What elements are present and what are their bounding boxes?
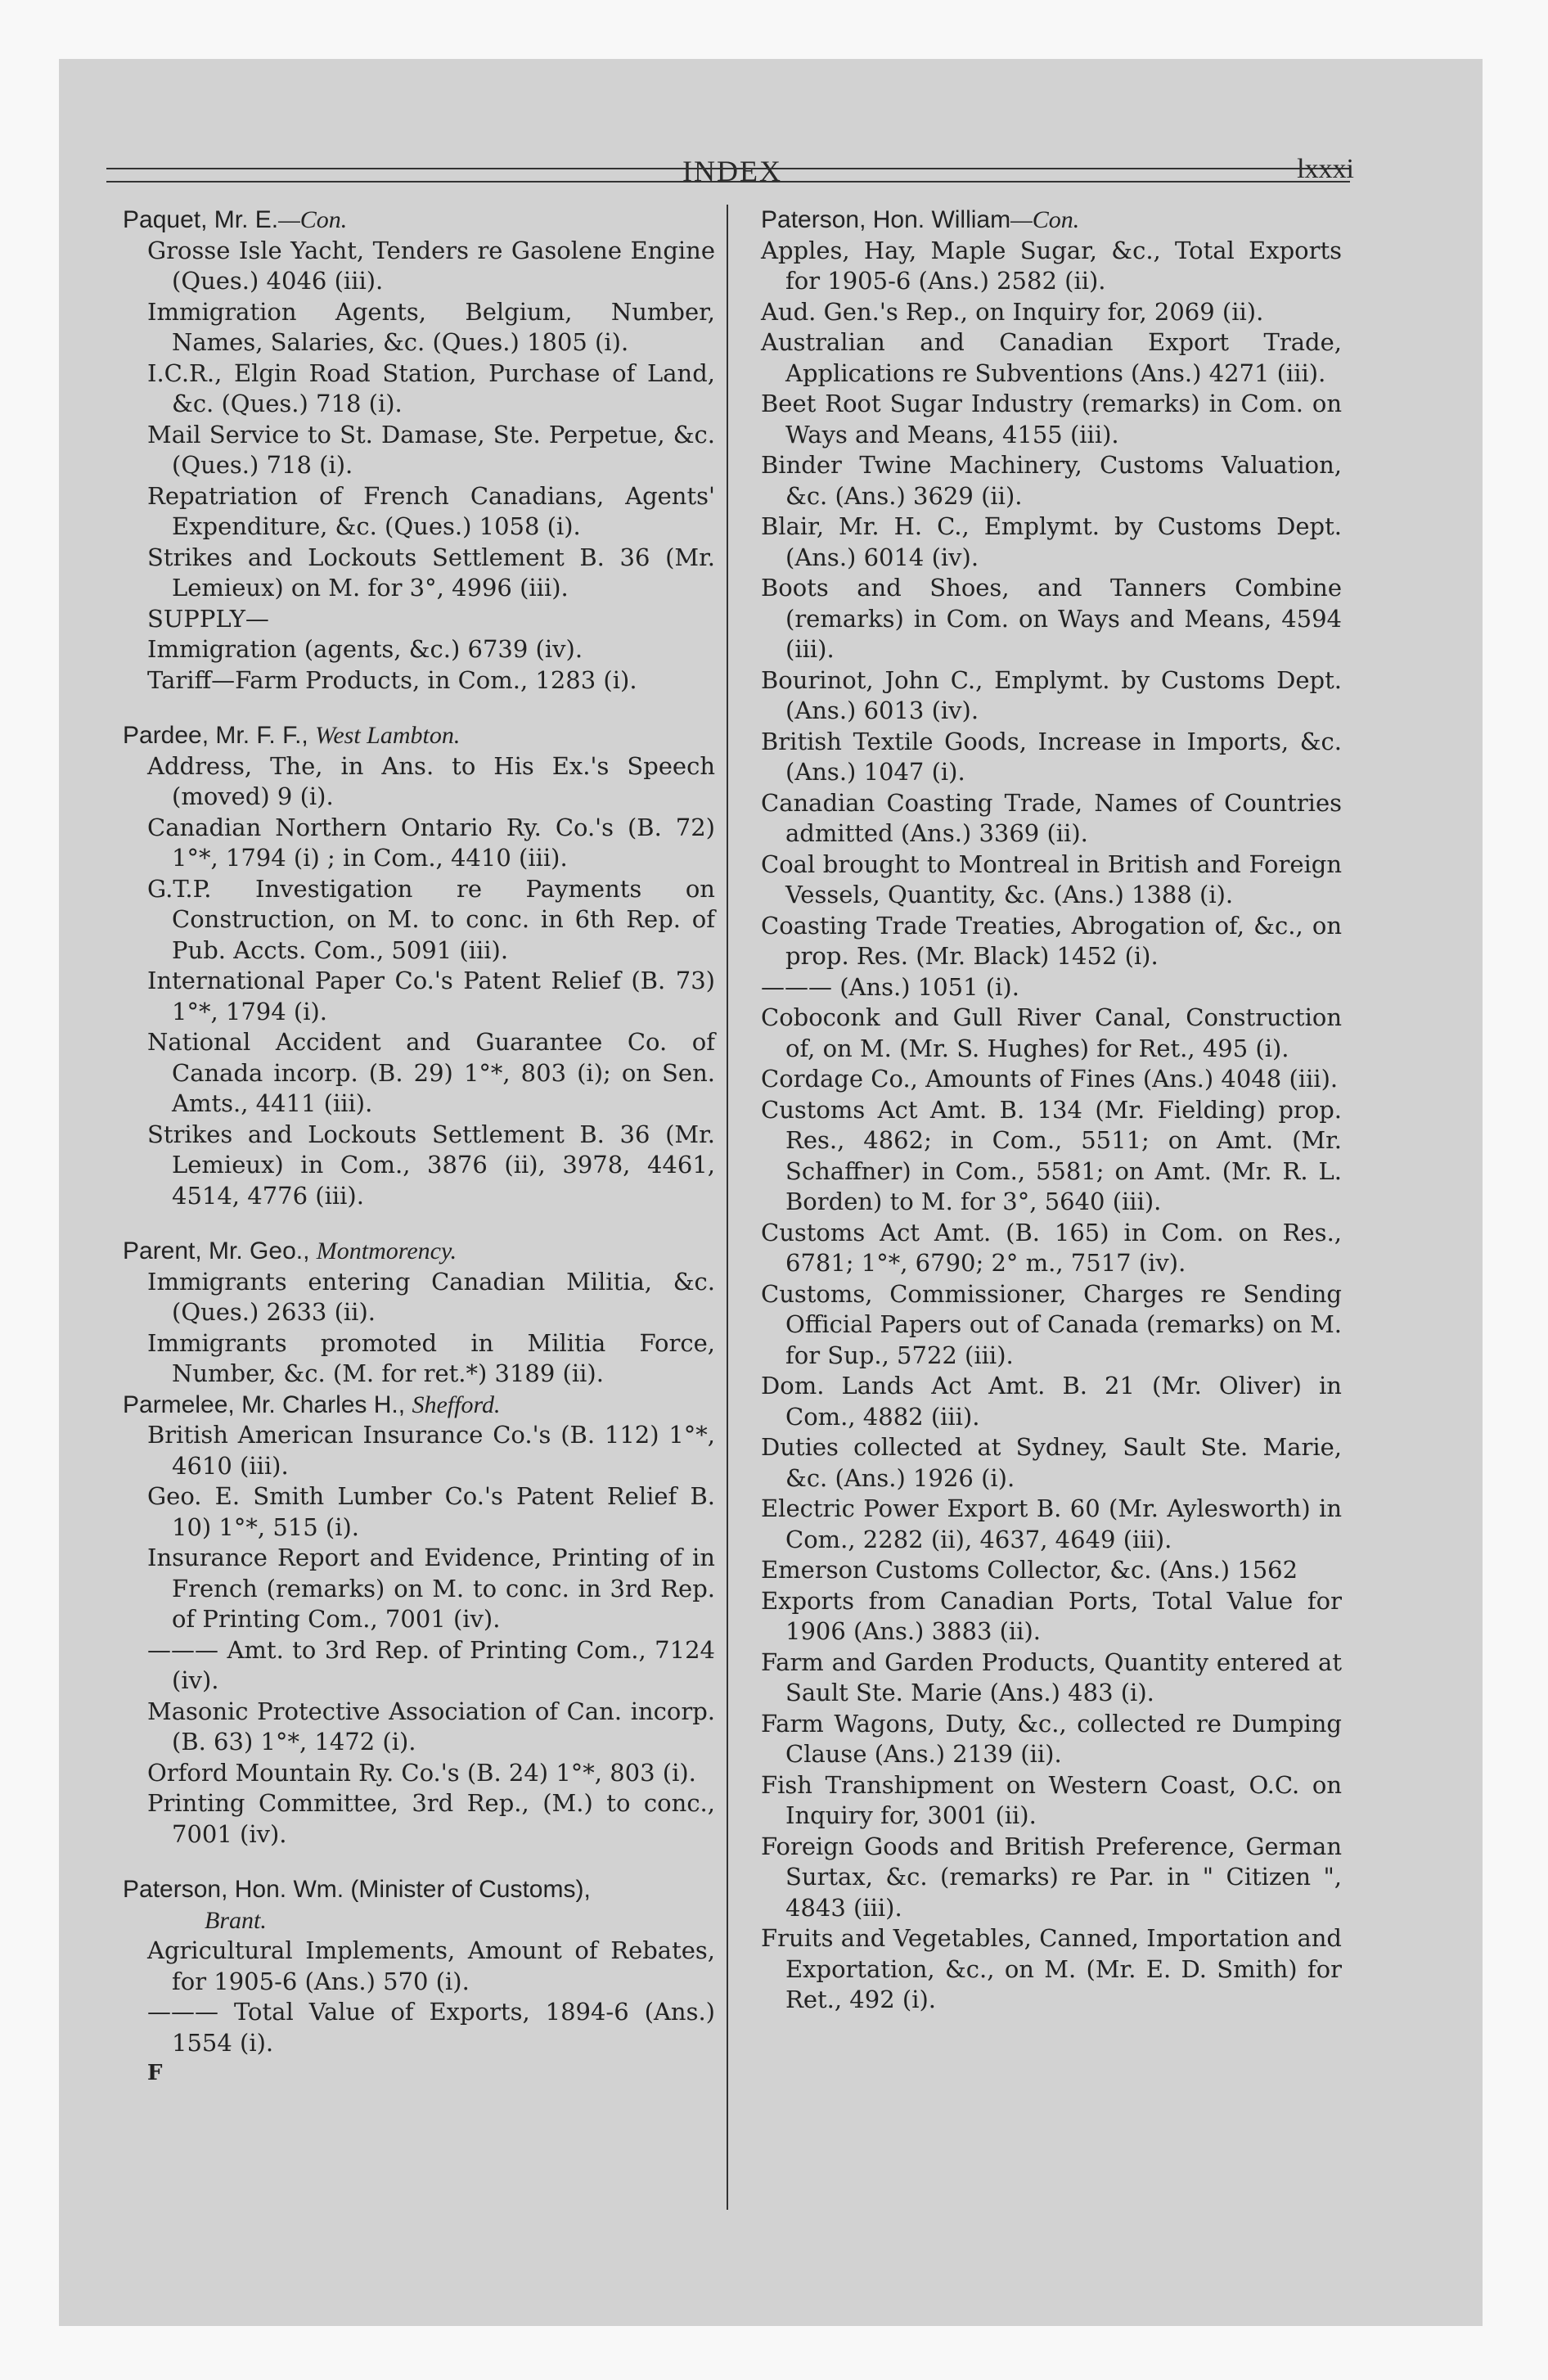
index-entry: Immigrants entering Canadian Militia, &c. (Ques.) 2633 (ii). xyxy=(147,1267,715,1326)
index-entry: International Paper Co.'s Patent Relief (B. 73) 1°*, 1794 (i). xyxy=(147,967,715,1025)
index-heading: Paterson, Hon. Wm. (Minister of Customs), Brant. xyxy=(123,1876,591,1934)
index-entry: Australian and Canadian Export Trade, Applications re Subventions (Ans.) 4271 (iii). xyxy=(761,328,1342,387)
index-entry: Coasting Trade Treaties, Abrogation of, &c., on prop. Res. (Mr. Black) 1452 (i). xyxy=(761,911,1342,970)
index-entry: Geo. E. Smith Lumber Co.'s Patent Relief B. 10) 1°*, 515 (i). xyxy=(147,1482,715,1541)
index-heading: Paterson, Hon. William—Con. xyxy=(761,206,1080,233)
index-entry: Strikes and Lockouts Settlement B. 36 (Mr. Lemieux) in Com., 3876 (ii), 3978, 4461, 4514, 4776 (iii). xyxy=(147,1120,715,1210)
index-entry: Boots and Shoes, and Tanners Combine (remarks) in Com. on Ways and Means, 4594 (iii). xyxy=(761,574,1342,663)
page-title: INDEX xyxy=(682,155,782,187)
index-entry: Immigration (agents, &c.) 6739 (iv). xyxy=(147,635,583,663)
index-entry: Strikes and Lockouts Settlement B. 36 (Mr. Lemieux) on M. for 3°, 4996 (iii). xyxy=(147,543,715,602)
index-entry: Grosse Isle Yacht, Tenders re Gasolene Engine (Ques.) 4046 (iii). xyxy=(147,236,715,295)
index-entry: Customs, Commissioner, Charges re Sending Official Papers out of Canada (remarks) on M. for Sup., 5722 (iii). xyxy=(761,1279,1342,1369)
index-entry: Address, The, in Ans. to His Ex.'s Speech (moved) 9 (i). xyxy=(147,751,715,810)
index-entry: Canadian Coasting Trade, Names of Countries admitted (Ans.) 3369 (ii). xyxy=(761,788,1342,847)
left-column xyxy=(123,205,715,2089)
index-entry: Customs Act Amt. (B. 165) in Com. on Res., 6781; 1°*, 6790; 2° m., 7517 (iv). xyxy=(761,1218,1342,1277)
index-entry: Masonic Protective Association of Can. incorp. (B. 63) 1°*, 1472 (i). xyxy=(147,1697,715,1756)
index-heading: Parent, Mr. Geo., Montmorency. xyxy=(123,1237,457,1264)
index-entry: Bourinot, John C., Emplymt. by Customs Dept. (Ans.) 6013 (iv). xyxy=(761,665,1342,724)
index-subheading: SUPPLY— xyxy=(147,604,269,633)
index-entry: British Textile Goods, Increase in Imports, &c. (Ans.) 1047 (i). xyxy=(761,727,1342,786)
index-entry: Foreign Goods and British Preference, German Surtax, &c. (remarks) re Par. in " Citizen ", 4843 (iii). xyxy=(761,1832,1342,1922)
index-entry: Aud. Gen.'s Rep., on Inquiry for, 2069 (ii). xyxy=(761,297,1264,326)
index-entry: Printing Committee, 3rd Rep., (M.) to conc., 7001 (iv). xyxy=(147,1789,715,1848)
index-entry: Agricultural Implements, Amount of Rebates, for 1905-6 (Ans.) 570 (i). xyxy=(147,1936,715,1995)
column-divider xyxy=(727,205,728,2210)
index-entry: National Accident and Guarantee Co. of Canada incorp. (B. 29) 1°*, 803 (i); on Sen. Amts., 4411 (iii). xyxy=(147,1028,715,1117)
index-entry: Emerson Customs Collector, &c. (Ans.) 1562 xyxy=(761,1556,1298,1584)
index-entry: British American Insurance Co.'s (B. 112) 1°*, 4610 (iii). xyxy=(147,1421,715,1480)
index-entry: ——— (Ans.) 1051 (i). xyxy=(761,972,1019,1001)
index-entry: Farm Wagons, Duty, &c., collected re Dumping Clause (Ans.) 2139 (ii). xyxy=(761,1709,1342,1768)
index-entry: Mail Service to St. Damase, Ste. Perpetue, &c. (Ques.) 718 (i). xyxy=(147,420,715,479)
index-heading: Pardee, Mr. F. F., West Lambton. xyxy=(123,722,461,749)
index-entry: Dom. Lands Act Amt. B. 21 (Mr. Oliver) in Com., 4882 (iii). xyxy=(761,1372,1342,1431)
index-entry: ——— Total Value of Exports, 1894-6 (Ans.) 1554 (i). xyxy=(147,1998,715,2057)
index-entry: Cordage Co., Amounts of Fines (Ans.) 4048 (iii). xyxy=(761,1065,1339,1093)
index-entry: Fruits and Vegetables, Canned, Importation and Exportation, &c., on M. (Mr. E. D. Smith) for Ret., 492 (i). xyxy=(761,1924,1342,2013)
index-entry: Immigration Agents, Belgium, Number, Names, Salaries, &c. (Ques.) 1805 (i). xyxy=(147,297,715,356)
index-entry: Canadian Northern Ontario Ry. Co.'s (B. 72) 1°*, 1794 (i) ; in Com., 4410 (iii). xyxy=(147,813,715,872)
header-double-rule xyxy=(106,168,1350,183)
right-column xyxy=(761,205,1342,2016)
index-entry: Tariff—Farm Products, in Com., 1283 (i). xyxy=(147,665,637,694)
index-entry: Duties collected at Sydney, Sault Ste. Marie, &c. (Ans.) 1926 (i). xyxy=(761,1433,1342,1492)
index-entry: Binder Twine Machinery, Customs Valuation, &c. (Ans.) 3629 (ii). xyxy=(761,451,1342,510)
index-entry: Apples, Hay, Maple Sugar, &c., Total Exports for 1905-6 (Ans.) 2582 (ii). xyxy=(761,236,1342,295)
index-entry: Repatriation of French Canadians, Agents' Expenditure, &c. (Ques.) 1058 (i). xyxy=(147,481,715,540)
index-entry: Blair, Mr. H. C., Emplymt. by Customs Dept. (Ans.) 6014 (iv). xyxy=(761,512,1342,571)
index-entry: G.T.P. Investigation re Payments on Construction, on M. to conc. in 6th Rep. of Pub. Accts. Com., 5091 (iii). xyxy=(147,874,715,964)
index-entry: Customs Act Amt. B. 134 (Mr. Fielding) prop. Res., 4862; in Com., 5511; on Amt. (Mr. Schaffner) in Com., 5581; on Amt. (Mr. R. L. Borden) to M. for 3°, 5640 (iii). xyxy=(761,1095,1342,1215)
index-entry: Fish Transhipment on Western Coast, O.C. on Inquiry for, 3001 (ii). xyxy=(761,1770,1342,1829)
index-entry: Electric Power Export B. 60 (Mr. Aylesworth) in Com., 2282 (ii), 4637, 4649 (iii). xyxy=(761,1494,1342,1553)
index-entry: Coboconk and Gull River Canal, Construction of, on M. (Mr. S. Hughes) for Ret., 495 (i). xyxy=(761,1003,1342,1062)
page-number: lxxxi xyxy=(1297,154,1354,184)
index-entry: Insurance Report and Evidence, Printing of in French (remarks) on M. to conc. in 3rd Rep. of Printing Com., 7001 (iv). xyxy=(147,1544,715,1633)
index-entry: Immigrants promoted in Militia Force, Number, &c. (M. for ret.*) 3189 (ii). xyxy=(147,1328,715,1387)
signature-mark: F xyxy=(147,2061,163,2085)
index-entry: Orford Mountain Ry. Co.'s (B. 24) 1°*, 803 (i). xyxy=(147,1758,696,1787)
page-header xyxy=(110,98,1354,187)
index-entry: Coal brought to Montreal in British and Foreign Vessels, Quantity, &c. (Ans.) 1388 (i). xyxy=(761,850,1342,908)
index-entry: Exports from Canadian Ports, Total Value for 1906 (Ans.) 3883 (ii). xyxy=(761,1586,1342,1645)
index-heading: Paquet, Mr. E.—Con. xyxy=(123,206,348,233)
index-entry: I.C.R., Elgin Road Station, Purchase of Land, &c. (Ques.) 718 (i). xyxy=(147,358,715,417)
index-entry: Farm and Garden Products, Quantity entered at Sault Ste. Marie (Ans.) 483 (i). xyxy=(761,1648,1342,1706)
index-entry: ——— Amt. to 3rd Rep. of Printing Com., 7124 (iv). xyxy=(147,1635,715,1694)
index-heading: Parmelee, Mr. Charles H., Shefford. xyxy=(123,1391,501,1418)
index-entry: Beet Root Sugar Industry (remarks) in Com. on Ways and Means, 4155 (iii). xyxy=(761,390,1342,449)
